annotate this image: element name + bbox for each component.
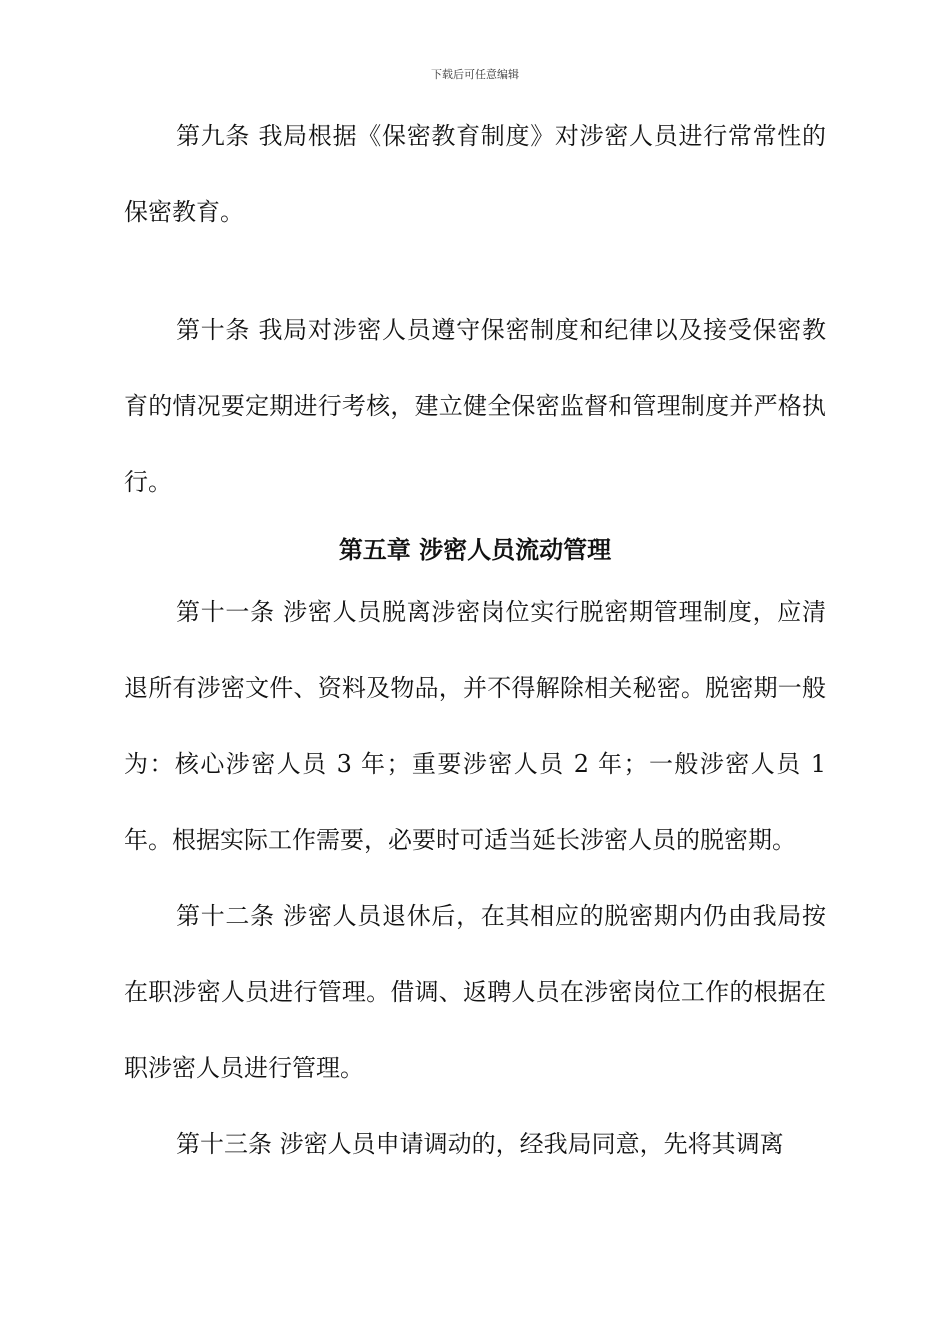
article-13: 第十三条 涉密人员申请调动的，经我局同意，先将其调离 [176, 1130, 784, 1158]
chapter-title: 第五章 涉密人员流动管理 [338, 535, 612, 564]
article-9: 第九条 我局根据《保密教育制度》对涉密人员进行常常性的保密教育。 [124, 122, 826, 226]
page-header: 下载后可任意编辑 [431, 68, 519, 81]
section-2 [124, 574, 826, 1182]
article-11: 第十一条 涉密人员脱离涉密岗位实行脱密期管理制度，应清退所有涉密文件、资料及物品，并不得解除相关秘密。脱密期一般为：核心涉密人员 3 年；重要涉密人员 2 年；一般涉密人员 1 年。根据实际工作需要，必要时可适当延长涉密人员的脱密期。 [124, 598, 826, 854]
section-1 [124, 98, 826, 520]
article-10: 第十条 我局对涉密人员遵守保密制度和纪律以及接受保密教育的情况要定期进行考核，建立健全保密监督和管理制度并严格执行。 [124, 316, 826, 496]
article-12: 第十二条 涉密人员退休后，在其相应的脱密期内仍由我局按在职涉密人员进行管理。借调、返聘人员在涉密岗位工作的根据在职涉密人员进行管理。 [124, 902, 826, 1082]
